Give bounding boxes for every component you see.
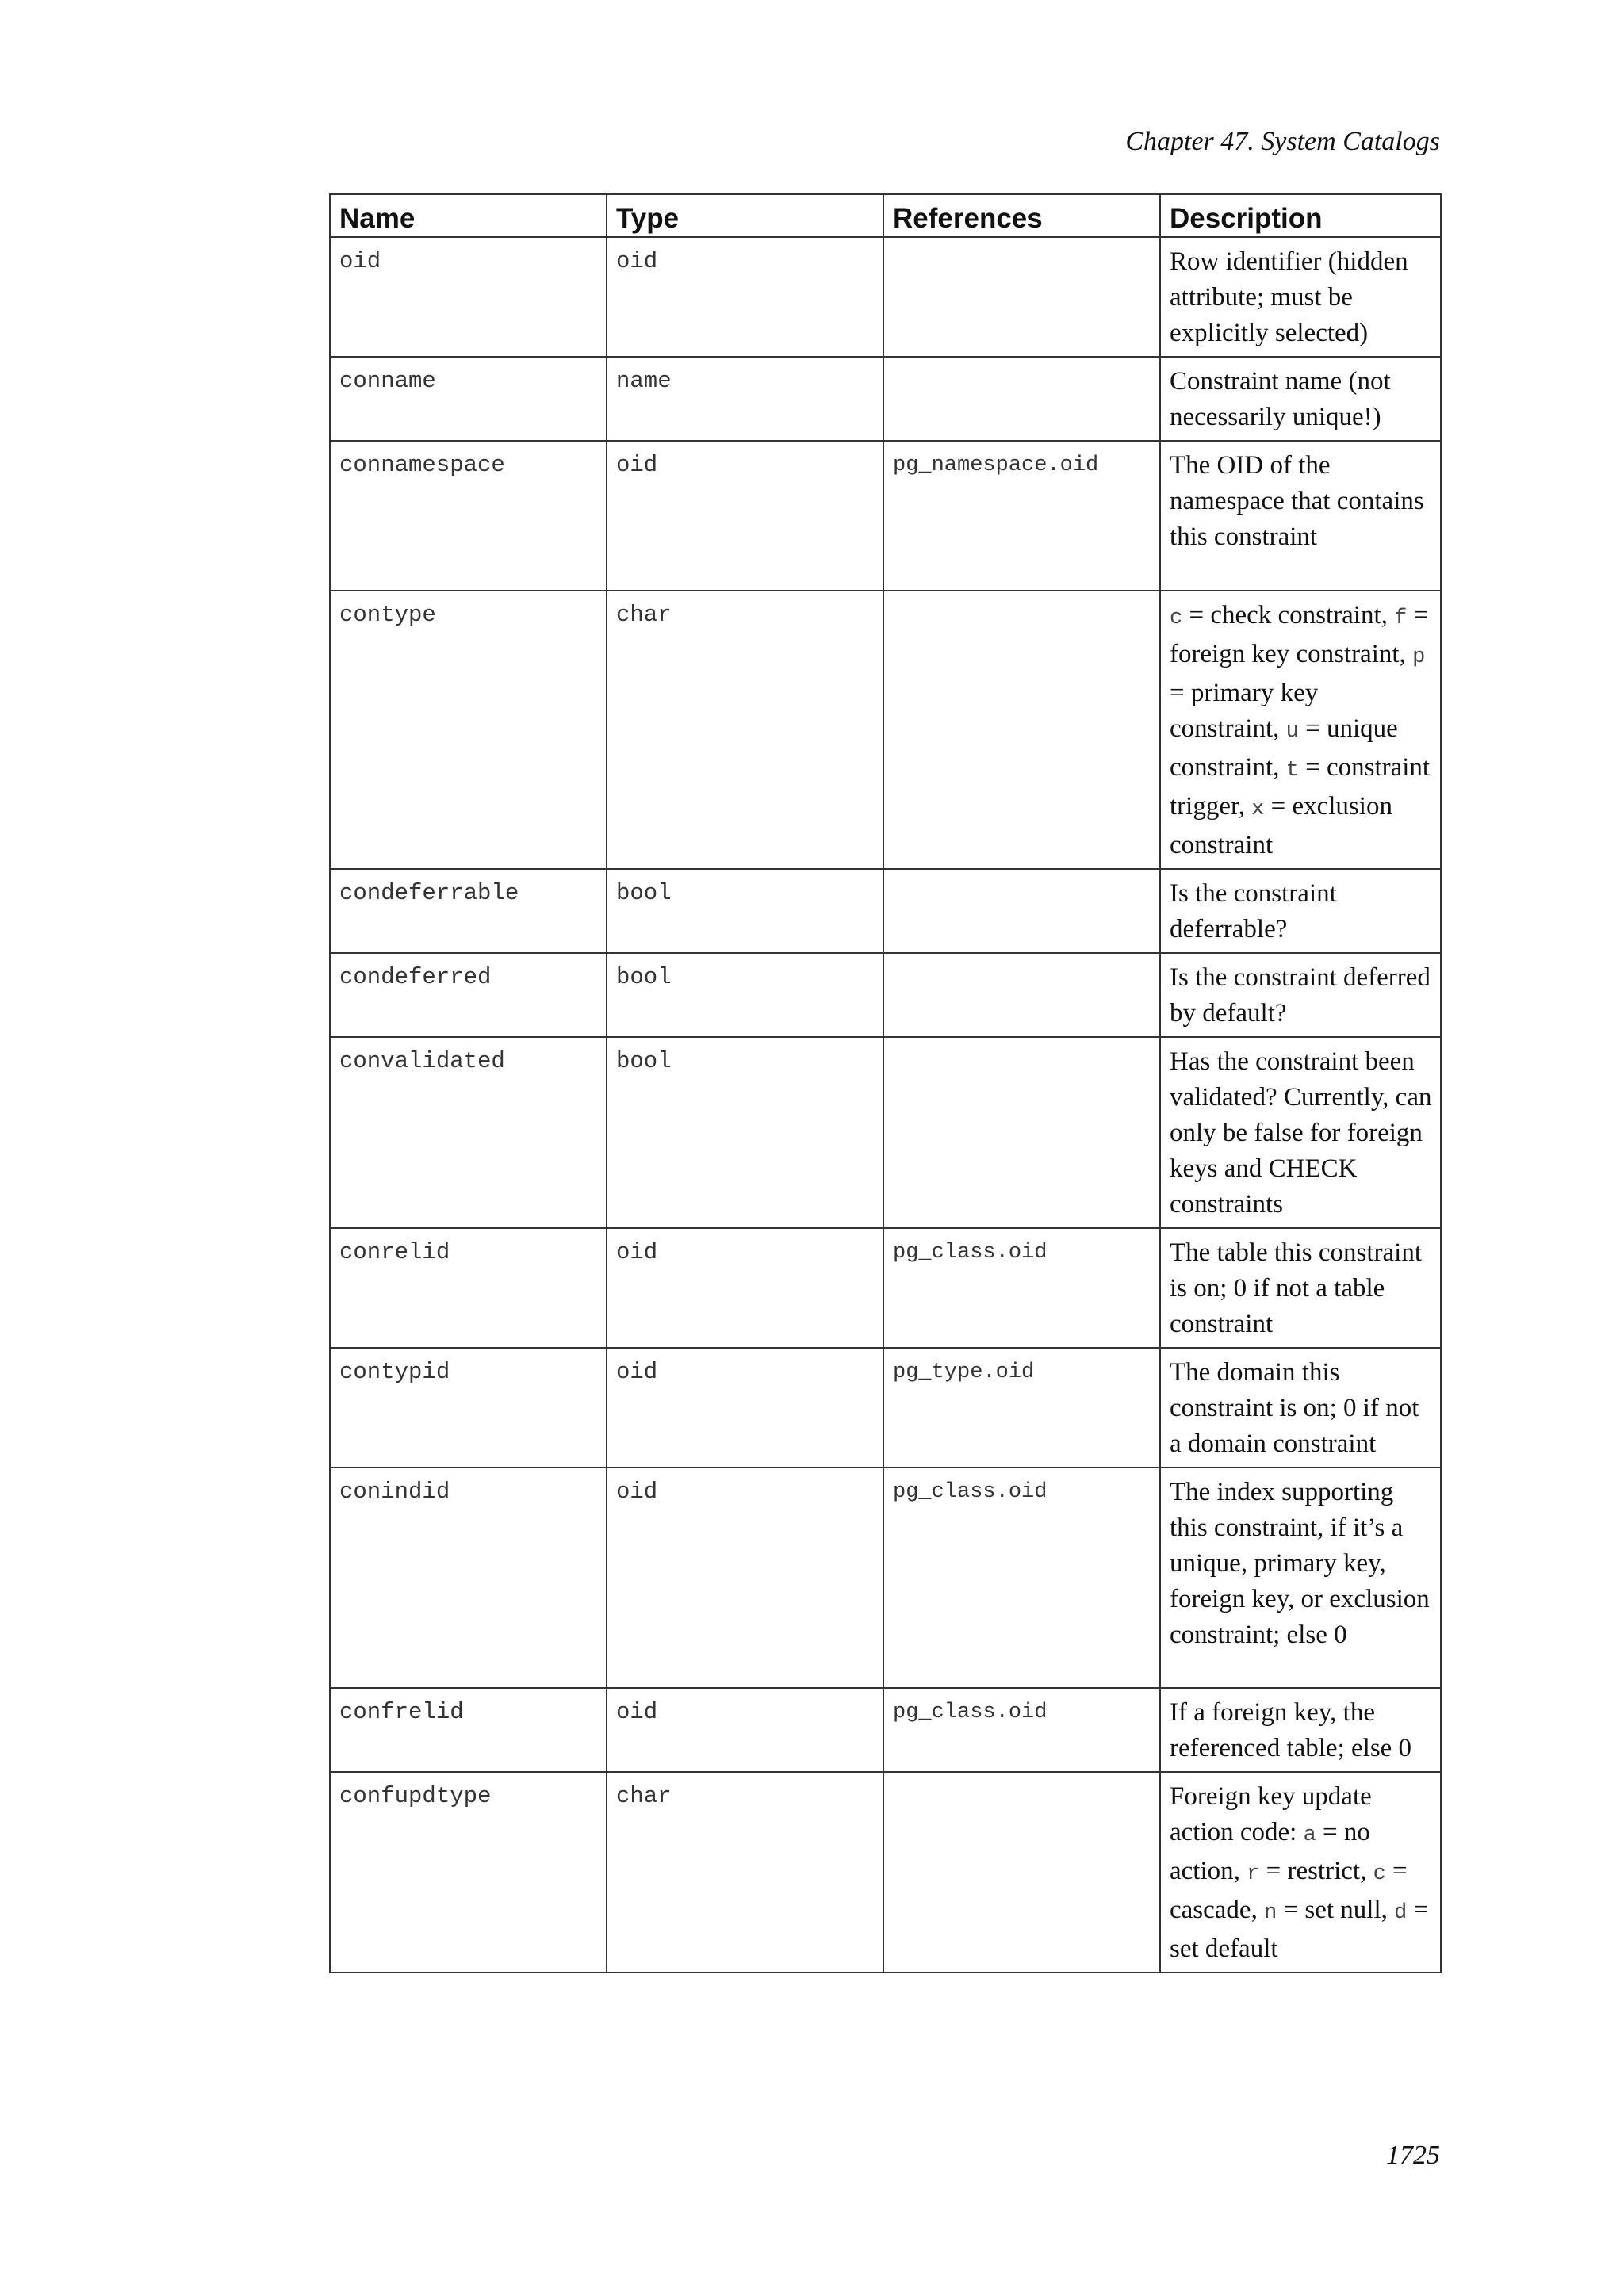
- table-row: [330, 1228, 1441, 1348]
- table-row: [330, 1688, 1441, 1772]
- cell-description: [1160, 869, 1441, 953]
- cell-description: [1160, 1772, 1441, 1973]
- cell-description: [1160, 1468, 1441, 1688]
- description-text: Has the constraint been validated? Currently, can only be false for foreign keys and CHECK constraints: [1170, 1047, 1432, 1219]
- code-literal: p: [1412, 645, 1426, 669]
- code-literal: f: [1394, 607, 1408, 630]
- code-literal: c: [1373, 1862, 1386, 1886]
- cell-name: condeferrable: [330, 869, 607, 953]
- table-row: [330, 869, 1441, 953]
- description-text: Row identifier (hidden attribute; must be explicitly selected): [1170, 247, 1408, 347]
- description-text: = no action,: [1170, 1818, 1370, 1885]
- table-row: [330, 441, 1441, 591]
- catalog-columns-table: [329, 193, 1442, 1973]
- cell-description: [1160, 237, 1441, 357]
- description-text: = unique constraint,: [1170, 714, 1398, 782]
- table-body: [330, 237, 1441, 1973]
- description-text: Foreign key update action code:: [1170, 1782, 1372, 1846]
- table-row: [330, 1468, 1441, 1688]
- column-header-description: Description: [1160, 194, 1441, 237]
- description-text: The domain this constraint is on; 0 if not a domain constraint: [1170, 1358, 1419, 1458]
- code-literal: t: [1285, 759, 1299, 783]
- column-header-references: References: [883, 194, 1160, 237]
- cell-name: oid: [330, 237, 607, 357]
- code-literal: r: [1247, 1862, 1260, 1886]
- description-text: = constraint trigger,: [1170, 753, 1431, 821]
- cell-name: confrelid: [330, 1688, 607, 1772]
- header-row: [330, 194, 1441, 237]
- table-header: [330, 194, 1441, 237]
- cell-type: bool: [607, 869, 883, 953]
- cell-name: conname: [330, 357, 607, 441]
- cell-name: convalidated: [330, 1037, 607, 1228]
- running-head: Chapter 47. System Catalogs: [1125, 127, 1440, 156]
- table-row: [330, 1772, 1441, 1973]
- cell-references: [883, 953, 1160, 1037]
- cell-references: [883, 1772, 1160, 1973]
- cell-type: oid: [607, 441, 883, 591]
- cell-name: contypid: [330, 1348, 607, 1468]
- description-text: = set null,: [1277, 1896, 1395, 1924]
- cell-description: [1160, 1348, 1441, 1468]
- page-number: 1725: [1386, 2141, 1440, 2170]
- cell-type: oid: [607, 237, 883, 357]
- cell-references: [883, 591, 1160, 869]
- code-literal: c: [1170, 607, 1183, 630]
- table-row: [330, 237, 1441, 357]
- description-text: The index supporting this constraint, if it’s a unique, primary key, foreign key, or exclusion constraint; else 0: [1170, 1478, 1430, 1649]
- cell-description: [1160, 1688, 1441, 1772]
- description-text: = check constraint,: [1182, 601, 1395, 629]
- cell-name: condeferred: [330, 953, 607, 1037]
- description-text: The table this constraint is on; 0 if not a table constraint: [1170, 1238, 1422, 1338]
- cell-references: [883, 357, 1160, 441]
- cell-description: [1160, 953, 1441, 1037]
- cell-references: pg_type.oid: [883, 1348, 1160, 1468]
- cell-description: [1160, 1037, 1441, 1228]
- table-row: [330, 591, 1441, 869]
- description-text: = set default: [1170, 1896, 1429, 1963]
- description-text: = cascade,: [1170, 1857, 1408, 1924]
- cell-type: char: [607, 1772, 883, 1973]
- cell-description: [1160, 1228, 1441, 1348]
- cell-description: [1160, 591, 1441, 869]
- cell-type: oid: [607, 1468, 883, 1688]
- cell-type: oid: [607, 1228, 883, 1348]
- cell-references: [883, 869, 1160, 953]
- cell-references: pg_namespace.oid: [883, 441, 1160, 591]
- cell-type: char: [607, 591, 883, 869]
- code-literal: n: [1264, 1901, 1277, 1925]
- table-row: [330, 1037, 1441, 1228]
- cell-name: conrelid: [330, 1228, 607, 1348]
- cell-description: [1160, 441, 1441, 591]
- cell-description: [1160, 357, 1441, 441]
- column-header-type: Type: [607, 194, 883, 237]
- description-text: = primary key constraint,: [1170, 679, 1319, 743]
- cell-name: conindid: [330, 1468, 607, 1688]
- table-row: [330, 953, 1441, 1037]
- cell-name: confupdtype: [330, 1772, 607, 1973]
- code-literal: a: [1303, 1823, 1316, 1847]
- cell-references: pg_class.oid: [883, 1468, 1160, 1688]
- cell-name: contype: [330, 591, 607, 869]
- cell-type: name: [607, 357, 883, 441]
- cell-references: [883, 237, 1160, 357]
- description-text: Is the constraint deferrable?: [1170, 879, 1337, 943]
- cell-type: bool: [607, 1037, 883, 1228]
- code-literal: x: [1251, 798, 1265, 821]
- description-text: If a foreign key, the referenced table; else 0: [1170, 1698, 1412, 1762]
- code-literal: u: [1285, 720, 1299, 744]
- cell-type: oid: [607, 1688, 883, 1772]
- column-header-name: Name: [330, 194, 607, 237]
- description-text: Is the constraint deferred by default?: [1170, 963, 1431, 1027]
- description-text: = foreign key constraint,: [1170, 601, 1429, 668]
- cell-references: [883, 1037, 1160, 1228]
- table-row: [330, 357, 1441, 441]
- description-text: = exclusion constraint: [1170, 792, 1392, 859]
- description-text: Constraint name (not necessarily unique!): [1170, 367, 1391, 431]
- cell-type: oid: [607, 1348, 883, 1468]
- description-text: The OID of the namespace that contains this constraint: [1170, 451, 1424, 551]
- cell-name: connamespace: [330, 441, 607, 591]
- cell-references: pg_class.oid: [883, 1228, 1160, 1348]
- description-text: = restrict,: [1259, 1857, 1373, 1885]
- cell-references: pg_class.oid: [883, 1688, 1160, 1772]
- cell-type: bool: [607, 953, 883, 1037]
- table-row: [330, 1348, 1441, 1468]
- code-literal: d: [1394, 1901, 1408, 1925]
